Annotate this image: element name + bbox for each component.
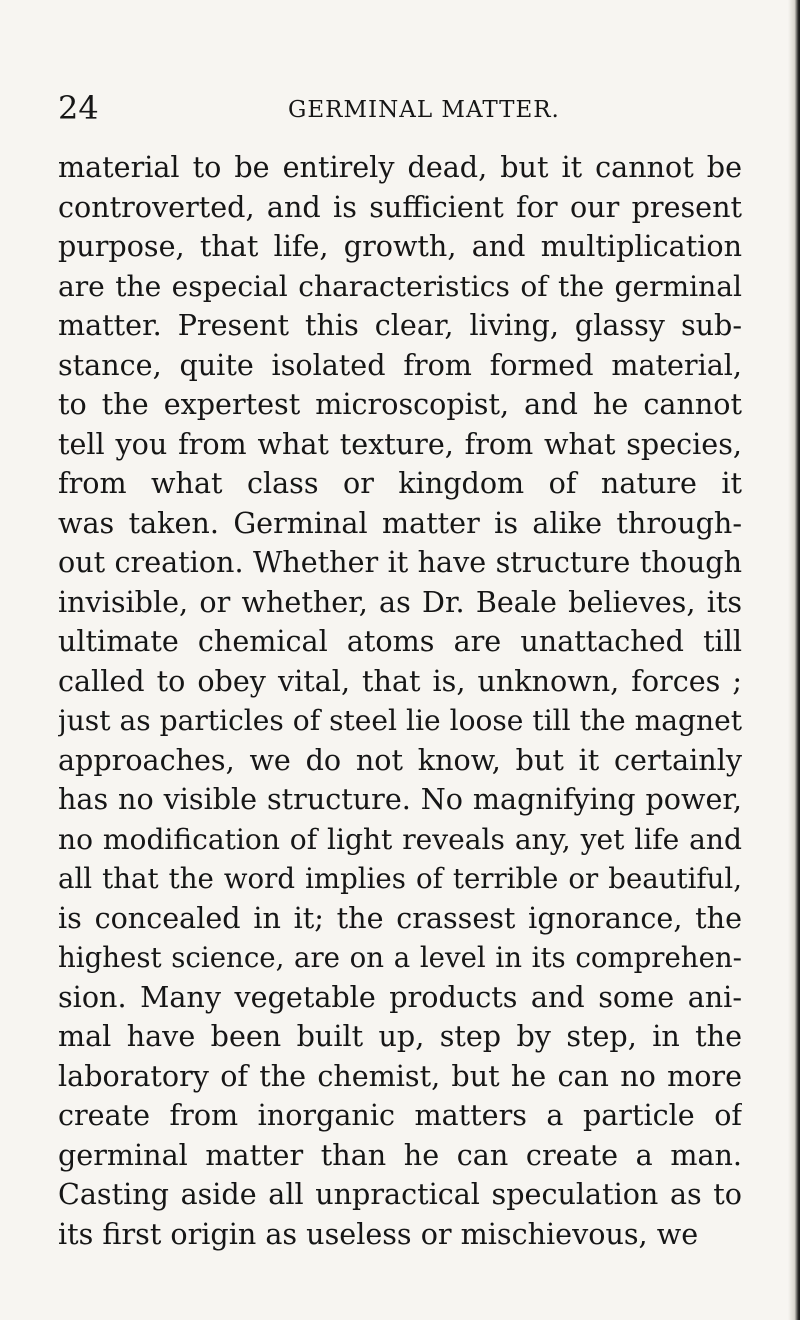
- text-line: stance, quite isolated from formed material,: [58, 347, 742, 382]
- text-line: create from inorganic matters a particle of: [58, 1098, 742, 1132]
- text-line: controverted, and is sufficient for our present: [58, 189, 742, 224]
- text-line: invisible, or whether, as Dr. Beale believes, its: [58, 584, 742, 619]
- text-line: Casting aside all unpractical speculation as to: [58, 1177, 742, 1211]
- running-title: GERMINAL MATTER.: [288, 97, 560, 123]
- text-line: just as particles of steel lie loose till the magnet: [58, 704, 742, 737]
- text-line: from what class or kingdom of nature it: [58, 466, 742, 500]
- text-line: highest science, are on a level in its comprehen-: [58, 941, 742, 974]
- text-line: is concealed in it; the crassest ignorance, the: [58, 900, 742, 935]
- text-line: ultimate chemical atoms are unattached till: [58, 624, 742, 658]
- text-line: was taken. Germinal matter is alike through-: [58, 505, 742, 540]
- page-number: 24: [58, 89, 99, 127]
- text-line: are the especial characteristics of the germinal: [58, 269, 742, 303]
- text-line: laboratory of the chemist, but he can no more: [58, 1058, 742, 1093]
- text-line: purpose, that life, growth, and multiplication: [58, 229, 742, 263]
- text-line: out creation. Whether it have structure though: [58, 545, 742, 579]
- text-line: germinal matter than he can create a man.: [58, 1137, 742, 1172]
- page-edge: [788, 0, 800, 1320]
- text-line: matter. Present this clear, living, glassy sub-: [58, 308, 742, 342]
- text-line: sion. Many vegetable products and some ani-: [58, 979, 742, 1014]
- text-line: its first origin as useless or mischievous, we: [58, 1216, 699, 1251]
- text-line: has no visible structure. No magnifying power,: [58, 782, 742, 816]
- page-header: [58, 88, 742, 128]
- text-line: mal have been built up, step by step, in the: [58, 1019, 742, 1053]
- text-line: material to be entirely dead, but it cannot be: [58, 150, 742, 184]
- text-line: tell you from what texture, from what species,: [58, 426, 742, 461]
- body-text: [58, 148, 742, 1254]
- text-line: to the expertest microscopist, and he cannot: [58, 387, 742, 421]
- text-line: no modification of light reveals any, yet life and: [58, 822, 742, 856]
- text-line: approaches, we do not know, but it certainly: [58, 742, 742, 777]
- text-line: all that the word implies of terrible or beautiful,: [58, 862, 742, 895]
- text-line: called to obey vital, that is, unknown, forces ;: [58, 663, 742, 698]
